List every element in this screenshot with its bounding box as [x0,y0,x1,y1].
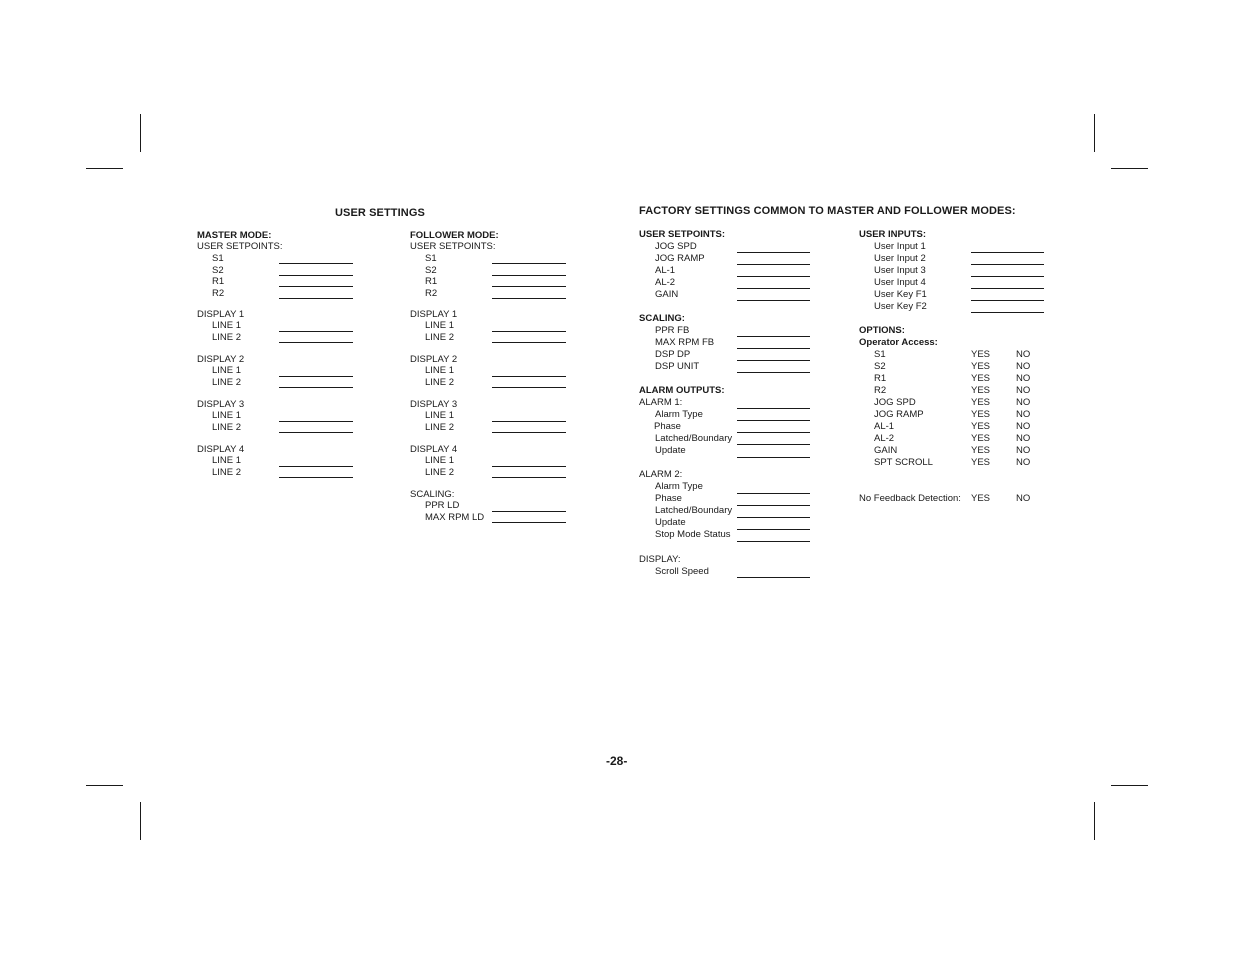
factory-scaling-max-rpm-fb: MAX RPM FB [655,337,715,348]
access-spt-scroll: SPT SCROLL [874,457,933,468]
master-display-3-line-2-field[interactable] [279,432,353,433]
follower-display-3-line-2-field[interactable] [492,432,566,433]
follower-setpoint-r2-field[interactable] [492,298,566,299]
follower-display-4: DISPLAY 4 [410,444,458,455]
factory-alarm-1-type-field[interactable] [737,408,810,409]
factory-alarm-2-latched-field[interactable] [737,517,810,518]
factory-setpoint-jog-ramp-field[interactable] [737,264,810,265]
factory-scaling-label: SCALING: [639,313,685,324]
master-display-3-line-1: LINE 1 [212,410,242,421]
factory-display-scroll-speed: Scroll Speed [655,566,709,577]
master-display-4-line-1-field[interactable] [279,466,353,467]
follower-setpoint-s1: S1 [425,253,437,264]
master-display-2-line-1: LINE 1 [212,365,242,376]
follower-setpoint-s1-field[interactable] [492,263,566,264]
factory-user-key-f1-field[interactable] [971,300,1044,301]
access-r1-no[interactable]: NO [1016,373,1031,384]
crop-mark [1111,785,1148,786]
access-al-2: AL-2 [874,433,895,444]
follower-setpoint-s2-field[interactable] [492,275,566,276]
follower-scaling-max-rpm-ld-field[interactable] [492,522,566,523]
follower-display-2-line-1-field[interactable] [492,376,566,377]
factory-display-scroll-speed-field[interactable] [737,577,810,578]
crop-mark [140,114,141,152]
master-setpoint-s1: S1 [212,253,224,264]
follower-display-3-line-2: LINE 2 [425,422,455,433]
master-setpoint-r1-field[interactable] [279,286,353,287]
factory-user-inputs-label: USER INPUTS: [859,229,927,240]
master-mode-heading: MASTER MODE: [197,230,272,241]
follower-setpoint-r1: R1 [425,276,438,287]
factory-alarm-2-type-field[interactable] [737,493,810,494]
factory-alarm-1-update: Update [655,445,686,456]
follower-display-2-line-2: LINE 2 [425,377,455,388]
follower-display-4-line-1-field[interactable] [492,466,566,467]
factory-setpoints-label: USER SETPOINTS: [639,229,726,240]
master-setpoint-s2-field[interactable] [279,275,353,276]
master-display-1-line-1: LINE 1 [212,320,242,331]
master-setpoint-r2: R2 [212,288,225,299]
follower-display-4-line-1: LINE 1 [425,455,455,466]
follower-display-2-line-2-field[interactable] [492,387,566,388]
factory-scaling-dsp-dp-field[interactable] [737,360,810,361]
factory-user-key-f2: User Key F2 [874,301,927,312]
follower-setpoint-s2: S2 [425,265,437,276]
access-gain-yes[interactable]: YES [971,445,991,456]
crop-mark [1094,802,1095,840]
factory-alarm-1-phase-field[interactable] [737,420,810,421]
access-s1-no[interactable]: NO [1016,349,1031,360]
master-display-4: DISPLAY 4 [197,444,245,455]
follower-display-1-line-2-field[interactable] [492,342,566,343]
crop-mark [140,802,141,840]
access-s2: S2 [874,361,886,372]
factory-scaling-dsp-unit-field[interactable] [737,372,810,373]
follower-setpoint-r1-field[interactable] [492,286,566,287]
master-display-4-line-2-field[interactable] [279,477,353,478]
factory-scaling-ppr-fb-field[interactable] [737,336,810,337]
access-jog-spd-yes[interactable]: YES [971,397,991,408]
factory-user-input-1: User Input 1 [874,241,926,252]
follower-display-3: DISPLAY 3 [410,399,458,410]
factory-operator-access-label: Operator Access: [859,337,938,348]
access-jog-spd: JOG SPD [874,397,916,408]
factory-alarm-2-stop-mode-field[interactable] [737,541,810,542]
access-al-1: AL-1 [874,421,895,432]
follower-scaling-ppr-ld: PPR LD [425,500,460,511]
factory-alarm-1-latched: Latched/Boundary [655,433,733,444]
factory-setpoint-jog-ramp: JOG RAMP [655,253,705,264]
page-number: -28- [606,754,628,768]
factory-setpoint-gain: GAIN [655,289,679,300]
factory-alarm-2-latched: Latched/Boundary [655,505,733,516]
master-display-2-line-2: LINE 2 [212,377,242,388]
access-al-2-no[interactable]: NO [1016,433,1031,444]
factory-display-label: DISPLAY: [639,554,681,565]
master-display-1-line-2-field[interactable] [279,342,353,343]
access-jog-ramp-yes[interactable]: YES [971,409,991,420]
factory-user-key-f1: User Key F1 [874,289,927,300]
master-display-1-line-2: LINE 2 [212,332,242,343]
master-setpoint-s2: S2 [212,265,224,276]
access-jog-spd-no[interactable]: NO [1016,397,1031,408]
factory-user-input-3: User Input 3 [874,265,926,276]
access-jog-ramp: JOG RAMP [874,409,924,420]
factory-setpoint-al-2-field[interactable] [737,288,810,289]
factory-alarm-1-label: ALARM 1: [639,397,683,408]
follower-scaling-max-rpm-ld: MAX RPM LD [425,512,485,523]
access-r2-no[interactable]: NO [1016,385,1031,396]
factory-user-input-2-field[interactable] [971,264,1044,265]
factory-settings-title: FACTORY SETTINGS COMMON TO MASTER AND FOLLOWER MODES: [639,205,1016,217]
factory-alarm-1-update-field[interactable] [737,457,810,458]
factory-alarm-outputs-label: ALARM OUTPUTS: [639,385,725,396]
factory-user-input-2: User Input 2 [874,253,926,264]
follower-display-1-line-1: LINE 1 [425,320,455,331]
factory-alarm-2-stop-mode: Stop Mode Status [655,529,731,540]
factory-user-input-1-field[interactable] [971,252,1044,253]
factory-alarm-1-latched-field-2[interactable] [737,444,810,445]
master-display-1-line-1-field[interactable] [279,331,353,332]
crop-mark [1111,168,1148,169]
follower-display-4-line-2: LINE 2 [425,467,455,478]
factory-setpoint-al-2: AL-2 [655,277,676,288]
access-al-1-no[interactable]: NO [1016,421,1031,432]
access-r1: R1 [874,373,887,384]
factory-alarm-2-phase-field[interactable] [737,505,810,506]
follower-display-3-line-1-field[interactable] [492,421,566,422]
factory-alarm-2-type: Alarm Type [655,481,703,492]
factory-options-label: OPTIONS: [859,325,905,336]
follower-display-4-line-2-field[interactable] [492,477,566,478]
factory-setpoint-al-1-field[interactable] [737,276,810,277]
factory-user-input-4: User Input 4 [874,277,926,288]
crop-mark [86,785,123,786]
access-s2-no[interactable]: NO [1016,361,1031,372]
factory-user-input-4-field[interactable] [971,288,1044,289]
master-display-2-line-1-field[interactable] [279,376,353,377]
factory-alarm-1-latched-field[interactable] [737,432,810,433]
follower-display-1-line-1-field[interactable] [492,331,566,332]
factory-setpoint-gain-field[interactable] [737,300,810,301]
factory-scaling-dsp-dp: DSP DP [655,349,691,360]
factory-user-key-f2-field[interactable] [971,312,1044,313]
master-display-1: DISPLAY 1 [197,309,245,320]
factory-alarm-2-phase: Phase [655,493,682,504]
factory-alarm-1-phase: Phase [654,421,681,432]
master-display-3: DISPLAY 3 [197,399,245,410]
master-setpoints-label: USER SETPOINTS: [197,241,283,252]
factory-setpoint-jog-spd: JOG SPD [655,241,697,252]
master-display-2: DISPLAY 2 [197,354,245,365]
master-display-4-line-1: LINE 1 [212,455,242,466]
no-feedback-detection-label: No Feedback Detection: [859,493,961,504]
follower-display-1-line-2: LINE 2 [425,332,455,343]
follower-scaling-label: SCALING: [410,489,455,500]
master-display-4-line-2: LINE 2 [212,467,242,478]
access-al-2-yes[interactable]: YES [971,433,991,444]
follower-display-1: DISPLAY 1 [410,309,458,320]
factory-alarm-2-update-field[interactable] [737,529,810,530]
access-r2: R2 [874,385,887,396]
access-al-1-yes[interactable]: YES [971,421,991,432]
factory-setpoint-jog-spd-field[interactable] [737,252,810,253]
follower-display-2: DISPLAY 2 [410,354,458,365]
access-jog-ramp-no[interactable]: NO [1016,409,1031,420]
crop-mark [86,168,123,169]
access-spt-scroll-yes[interactable]: YES [971,457,991,468]
access-spt-scroll-no[interactable]: NO [1016,457,1031,468]
follower-display-2-line-1: LINE 1 [425,365,455,376]
factory-alarm-2-label: ALARM 2: [639,469,683,480]
crop-mark [1094,114,1095,152]
access-s1-yes[interactable]: YES [971,349,991,360]
no-feedback-detection-no[interactable]: NO [1016,493,1031,504]
follower-scaling-ppr-ld-field[interactable] [492,511,566,512]
user-settings-title: USER SETTINGS [335,207,425,219]
no-feedback-detection-yes[interactable]: YES [971,493,991,504]
access-gain: GAIN [874,445,898,456]
factory-setpoint-al-1: AL-1 [655,265,676,276]
follower-mode-heading: FOLLOWER MODE: [410,230,499,241]
master-display-3-line-1-field[interactable] [279,421,353,422]
access-s2-yes[interactable]: YES [971,361,991,372]
master-setpoint-s1-field[interactable] [279,263,353,264]
follower-setpoint-r2: R2 [425,288,438,299]
factory-scaling-max-rpm-fb-field[interactable] [737,348,810,349]
factory-scaling-ppr-fb: PPR FB [655,325,690,336]
master-display-2-line-2-field[interactable] [279,387,353,388]
master-setpoint-r1: R1 [212,276,225,287]
factory-user-input-3-field[interactable] [971,276,1044,277]
follower-display-3-line-1: LINE 1 [425,410,455,421]
factory-alarm-1-type: Alarm Type [655,409,703,420]
access-s1: S1 [874,349,886,360]
factory-alarm-2-update: Update [655,517,686,528]
access-gain-no[interactable]: NO [1016,445,1031,456]
master-display-3-line-2: LINE 2 [212,422,242,433]
follower-setpoints-label: USER SETPOINTS: [410,241,496,252]
master-setpoint-r2-field[interactable] [279,298,353,299]
access-r1-yes[interactable]: YES [971,373,991,384]
factory-scaling-dsp-unit: DSP UNIT [655,361,700,372]
access-r2-yes[interactable]: YES [971,385,991,396]
